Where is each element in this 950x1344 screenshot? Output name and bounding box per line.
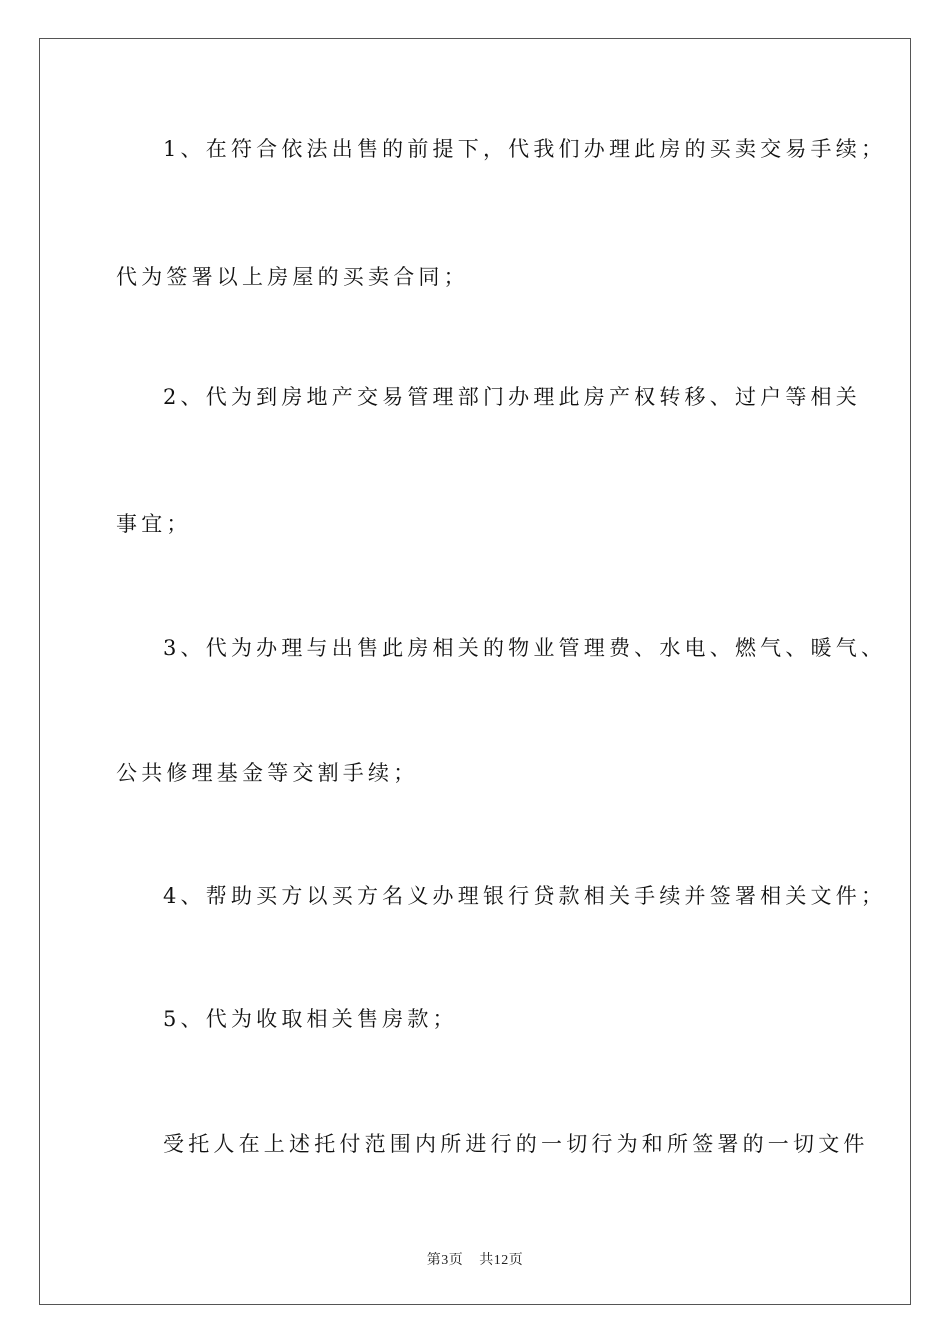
paragraph-1-line-1: 1、在符合依法出售的前提下，代我们办理此房的买卖交易手续； bbox=[163, 137, 887, 161]
page-border bbox=[39, 38, 911, 1305]
page-number: 第3页 bbox=[426, 1253, 464, 1268]
paragraph-1-line-2: 代为签署以上房屋的买卖合同； bbox=[116, 265, 469, 289]
paragraph-3-line-1: 3、代为办理与出售此房相关的物业管理费、水电、燃气、暖气、 bbox=[163, 636, 887, 660]
paragraph-2-line-2: 事宜； bbox=[116, 512, 192, 536]
paragraph-5: 5、代为收取相关售房款； bbox=[163, 1007, 458, 1031]
paragraph-4: 4、帮助买方以买方名义办理银行贷款相关手续并签署相关文件； bbox=[163, 884, 887, 908]
page-total: 共12页 bbox=[479, 1253, 524, 1268]
paragraph-2-line-1: 2、代为到房地产交易管理部门办理此房产权转移、过户等相关 bbox=[163, 385, 861, 409]
paragraph-3-line-2: 公共修理基金等交割手续； bbox=[116, 761, 419, 785]
paragraph-6-line-1: 受托人在上述托付范围内所进行的一切行为和所签署的一切文件 bbox=[163, 1132, 869, 1156]
page-footer bbox=[0, 1249, 950, 1269]
